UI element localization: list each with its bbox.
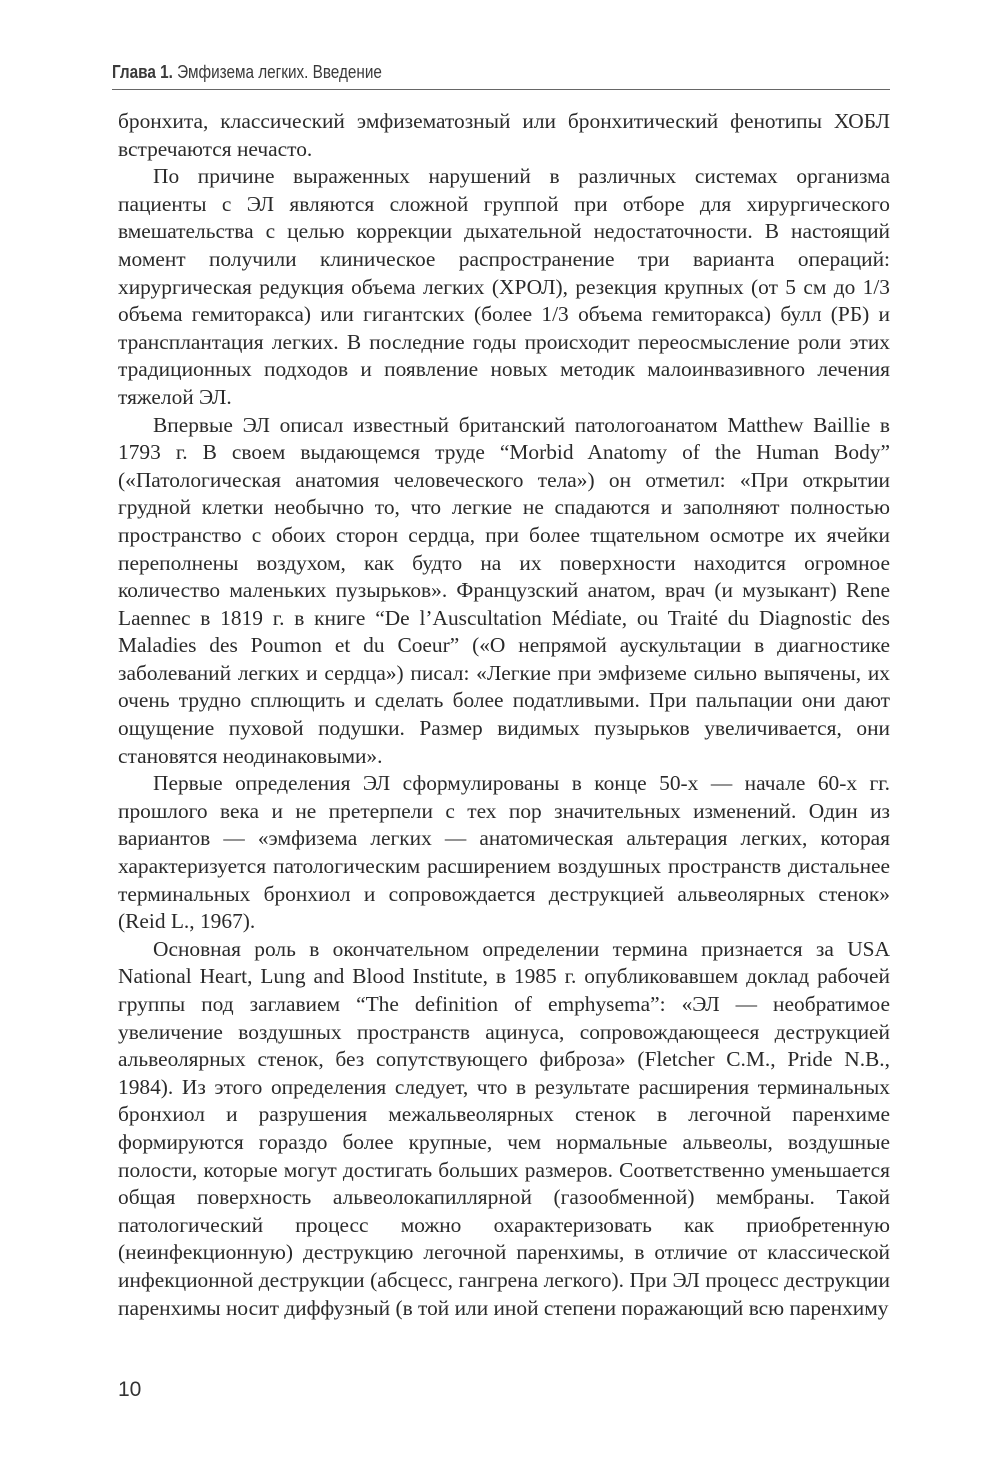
chapter-title: Эмфизема легких. Введение xyxy=(177,62,382,82)
paragraph: Первые определения ЭЛ сформулированы в конце 50-х — начале 60-х гг. прошлого века и не претерпели с тех пор значительных изменений. Один из вариантов — «эмфизема легких — анатомическая альтерация легких, которая характеризуется патологическим расширением воздушных пространств дистальнее терминальных бронхиол и сопровождается деструкцией альвеолярных стенок» (Reid L., 1967). xyxy=(118,771,890,934)
header-rule xyxy=(112,89,890,90)
paragraph: Основная роль в окончательном определении термина признается за USA National Heart, Lung and Blood Institute, в 1985 г. опубликовавшем доклад рабочей группы под заглавием “The definition of emphysema”: «ЭЛ — необратимое увеличение воздушных пространств ацинуса, сопровождающееся деструкцией альвеолярных стенок, без сопутствующего фиброза» (Fletcher C.M., Pride N.B., 1984). Из этого определения следует, что в результате расширения терминальных бронхиол и разрушения межальвеолярных стенок в легочной паренхиме формируются гораздо более крупные, чем нормальные альвеолы, воздушные полости, которые могут достигать больших размеров. Соответственно уменьшается общая поверхность альвеолокапиллярной (газообменной) мембраны. Такой патологический процесс можно охарактеризовать как приобретенную (неинфекционную) деструкцию легочной паренхимы, в отличие от классической инфекционной деструкции (абсцесс, гангрена легкого). При ЭЛ процесс деструкции паренхимы носит диффузный (в той или иной степени поражающий всю паренхиму xyxy=(118,936,890,1320)
chapter-label: Глава 1. xyxy=(112,62,173,82)
paragraph: По причине выраженных нарушений в различных системах организма пациенты с ЭЛ являются сложной группой при отборе для хирургического вмешательства с целью коррекции дыхательной недостаточности. В настоящий момент получили клиническое распространение три варианта операций: хирургическая редукция объема легких (ХРОЛ), резекция крупных (от 5 см до 1/3 объема гемиторакса) или гигантских (более 1/3 объема гемиторакса) булл (РБ) и трансплантация легких. В последние годы происходит переосмысление роли этих традиционных подходов и появление новых методик малоинвазивного лечения тяжелой ЭЛ. xyxy=(118,164,890,409)
page-body xyxy=(118,108,890,1322)
running-header xyxy=(112,62,772,83)
paragraph: Впервые ЭЛ описал известный британский патологоанатом Matthew Baillie в 1793 г. В своем выдающемся труде “Morbid Anatomy of the Human Body” («Патологическая анатомия человеческого тела») он отметил: «При открытии грудной клетки необычно то, что легкие не спадаются и заполняют полностью пространство с обоих сторон сердца, при более тщательном осмотре их ячейки переполнены воздухом, как будто на их поверхности находится огромное количество маленьких пузырьков». Французский анатом, врач (и музыкант) Rene Laennec в 1819 г. в книге “De l’Auscultation Médiate, ou Traité du Diagnostic des Maladies des Poumon et du Coeur” («О непрямой аускультации в диагностике заболеваний легких и сердца») писал: «Легкие при эмфиземе сильно выпячены, их очень трудно сплющить и сделать более податливыми. При пальпации они дают ощущение пуховой подушки. Размер видимых пузырьков увеличивается, они становятся неодинаковыми». xyxy=(118,412,890,768)
page-number: 10 xyxy=(118,1378,142,1401)
paragraph: бронхита, классический эмфизематозный или бронхитический фенотипы ХОБЛ встречаются нечасто. xyxy=(118,109,890,161)
